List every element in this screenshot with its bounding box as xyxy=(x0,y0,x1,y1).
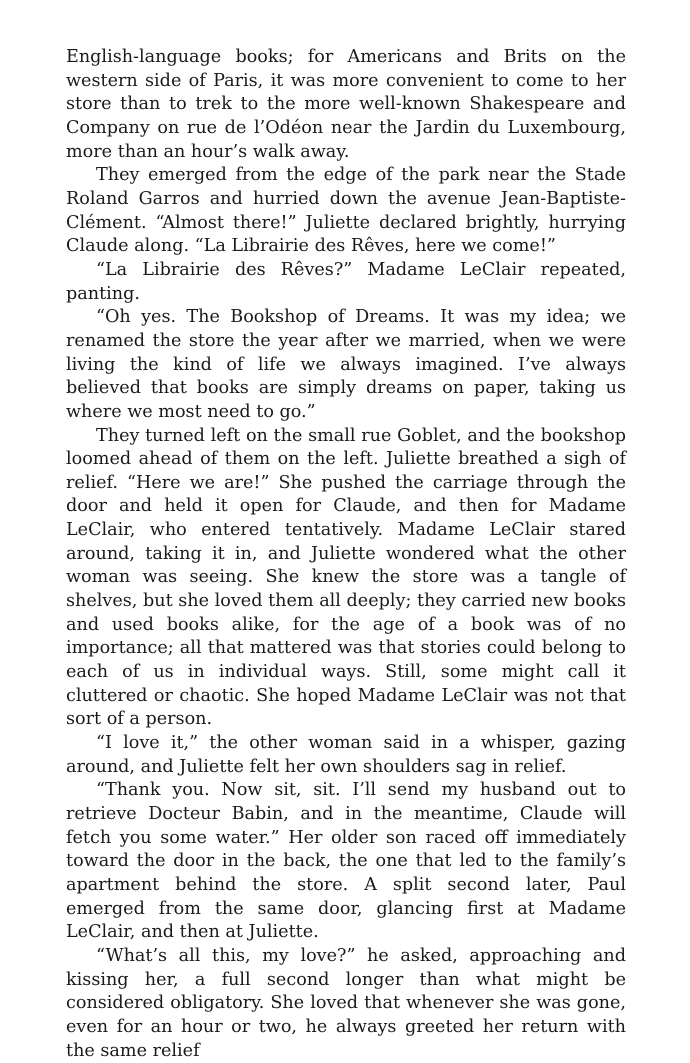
paragraph: They emerged from the edge of the park near the Stade Roland Garros and hurried down the avenue Jean-Baptiste-Clément. “Almost there!” Juliette declared brightly, hurrying Claude along. “La Librairie des Rêves, here we come!” xyxy=(66,165,626,257)
paragraph: “I love it,” the other woman said in a whisper, gazing around, and Juliette felt her own shoulders sag in relief. xyxy=(66,733,626,777)
paragraph: “La Librairie des Rêves?” Madame LeClair repeated, panting. xyxy=(66,259,626,304)
book-page xyxy=(66,46,626,1063)
paragraph: “What’s all this, my love?” he asked, approaching and kissing her, a full second longer than what might be considered obligatory. She loved that whenever she was gone, even for an hour or two, he always greeted her return with the same relief xyxy=(66,945,626,1061)
paragraph-continued: English-language books; for Americans and Brits on the western side of Paris, it was more convenient to come to her store than to trek to the more well-known Shakespeare and Company on rue de l’Odéon near the Jardin du Luxembourg, more than an hour’s walk away. xyxy=(66,47,626,162)
paragraph: They turned left on the small rue Goblet, and the bookshop loomed ahead of them on the left. Juliette breathed a sigh of relief. “Here we are!” She pushed the carriage through the door and held it open for Claude, and then for Madame LeClair, who entered tentatively. Madame LeClair stared around, taking it in, and Juliette wondered what the other woman was seeing. She knew the store was a tangle of shelves, but she loved them all deeply; they carried new books and used books alike, for the age of a book was of no importance; all that mattered was that stories could belong to each of us in individual ways. Still, some might call it cluttered or chaotic. She hoped Madame LeClair was not that sort of a person. xyxy=(66,425,626,730)
paragraph: “Oh yes. The Bookshop of Dreams. It was my idea; we renamed the store the year after we married, when we were living the kind of life we always imagined. I’ve always believed that books are simply dreams on paper, taking us where we most need to go.” xyxy=(66,307,626,422)
paragraph: “Thank you. Now sit, sit. I’ll send my husband out to retrieve Docteur Babin, and in the meantime, Claude will fetch you some water.” Her older son raced off immediately toward the door in the back, the one that led to the family’s apartment behind the store. A split second later, Paul emerged from the same door, glancing first at Madame LeClair, and then at Juliette. xyxy=(66,780,626,943)
